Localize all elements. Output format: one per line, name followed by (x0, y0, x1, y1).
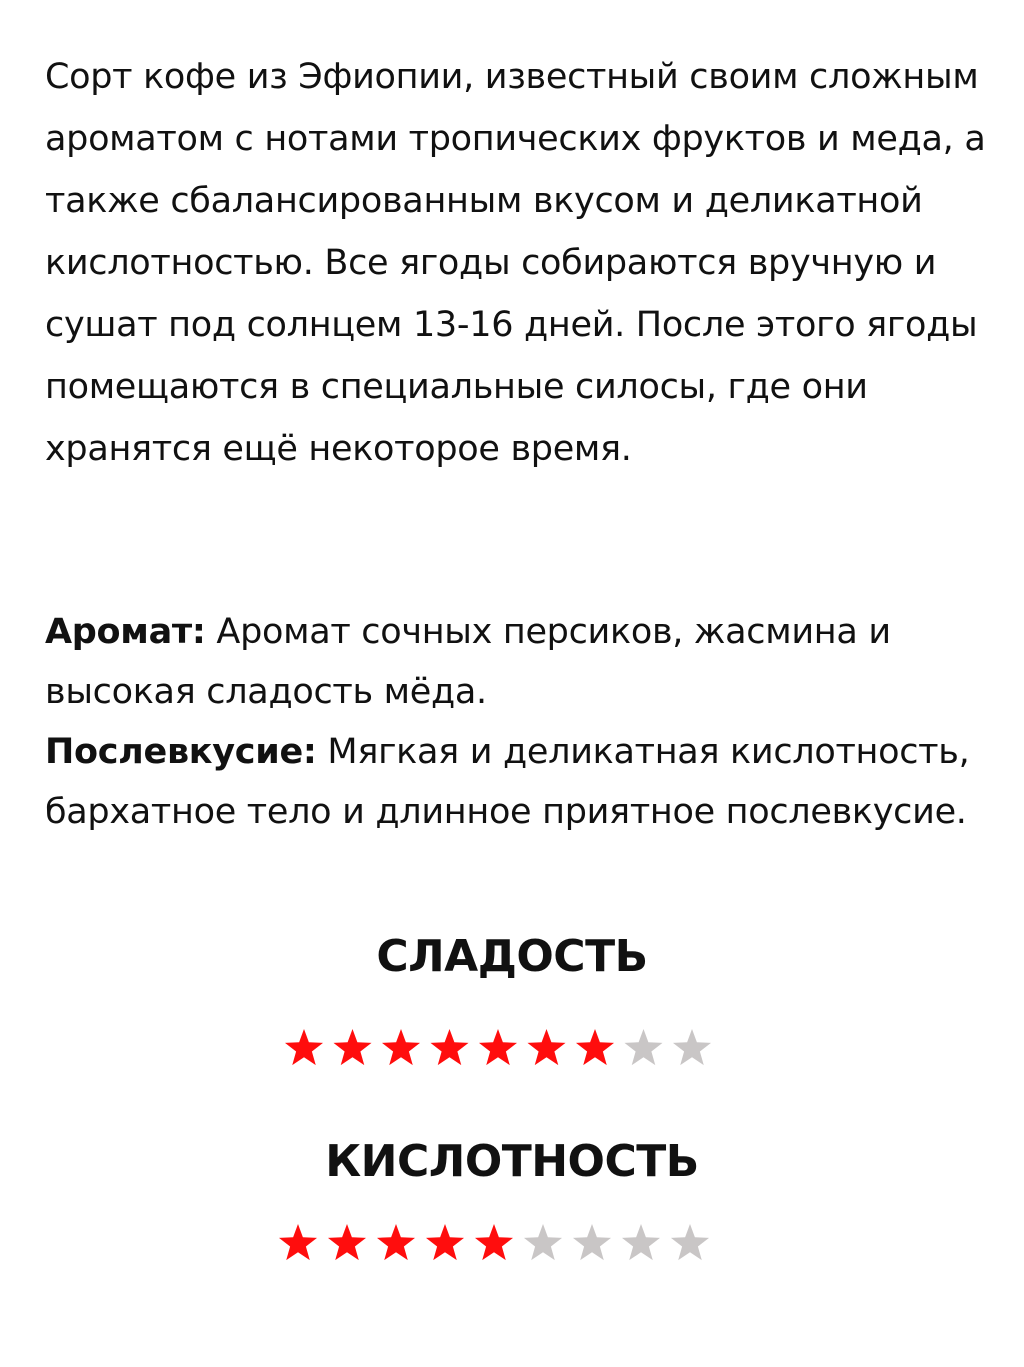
star-icon-empty (524, 1224, 562, 1260)
star-icon-filled (426, 1224, 464, 1260)
star-icon-filled (527, 1029, 565, 1065)
acidity-rating (0, 1217, 1024, 1267)
tasting-notes (45, 602, 1005, 842)
star-icon-filled (285, 1029, 323, 1065)
acidity-title: КИСЛОТНОСТЬ (325, 1136, 699, 1187)
aftertaste-note (45, 722, 1005, 842)
star-icon-filled (382, 1029, 420, 1065)
aftertaste-label: Послевкусие: (45, 732, 317, 772)
star-icon-filled (475, 1224, 513, 1260)
star-icon-filled (479, 1029, 517, 1065)
aroma-label: Аромат: (45, 612, 206, 652)
star-icon-empty (671, 1224, 709, 1260)
sweetness-title: СЛАДОСТЬ (376, 931, 648, 982)
star-icon-filled (279, 1224, 317, 1260)
star-icon-filled (333, 1029, 371, 1065)
star-icon-filled (576, 1029, 614, 1065)
aroma-note (45, 602, 1005, 722)
star-icon-filled (430, 1029, 468, 1065)
coffee-description: Сорт кофе из Эфиопии, известный своим сложным ароматом с нотами тропических фруктов и меда, а также сбалансированным вкусом и деликатной кислотностью. Все ягоды собираются вручную и сушат под солнцем 13-16 дней. После этого ягоды помещаются в специальные силосы, где они хранятся ещё некоторое время. (45, 57, 986, 469)
aroma-text: Аромат сочных персиков, жасмина и высокая сладость мёда. (45, 612, 891, 712)
star-icon-filled (377, 1224, 415, 1260)
aftertaste-text: Мягкая и деликатная кислотность, бархатное тело и длинное приятное послевкусие. (45, 732, 970, 832)
star-icon-empty (673, 1029, 711, 1065)
star-icon-empty (624, 1029, 662, 1065)
star-icon-filled (328, 1224, 366, 1260)
star-icon-empty (573, 1224, 611, 1260)
sweetness-rating (0, 1022, 1024, 1072)
star-icon-empty (622, 1224, 660, 1260)
